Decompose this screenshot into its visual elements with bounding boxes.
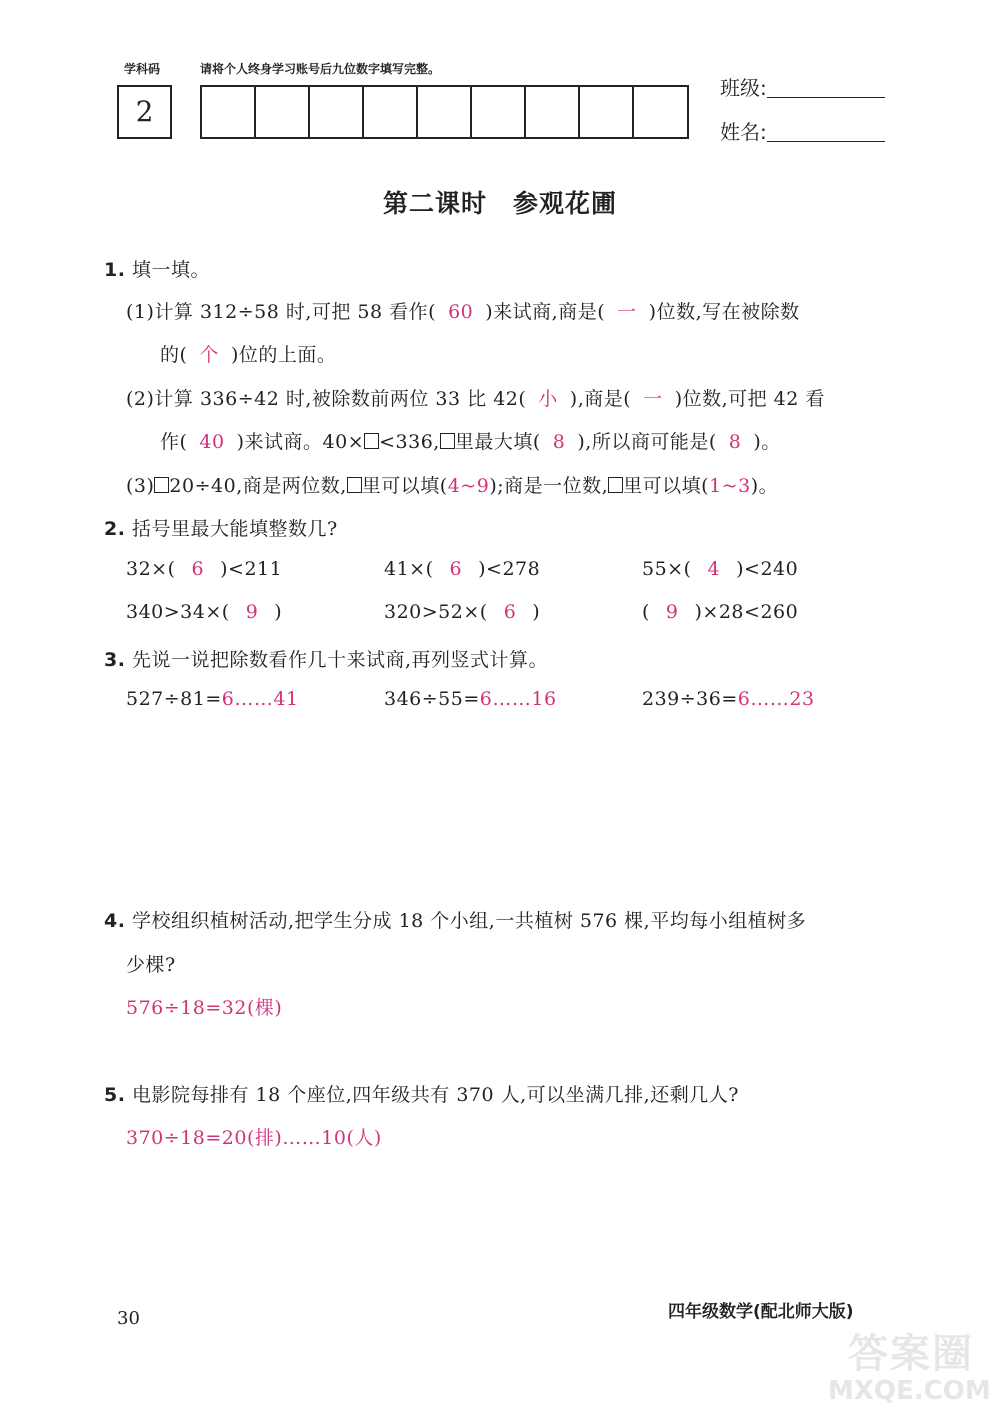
account-instruction: 请将个人终身学习账号后九位数字填写完整。 <box>200 62 441 76</box>
answer: 个 <box>199 344 219 366</box>
subject-code-label: 学科码 <box>124 62 161 76</box>
name-label: 姓名: <box>720 120 767 144</box>
class-underline[interactable] <box>767 81 885 98</box>
answer: 一 <box>643 388 663 410</box>
subject-code-value: 2 <box>135 95 154 128</box>
digit-cell[interactable] <box>256 87 310 137</box>
q4-answer: 576÷18=32(棵) <box>126 997 283 1019</box>
name-field[interactable] <box>720 116 885 145</box>
answer: 小 <box>538 388 558 410</box>
q2-item: 41×( 6 )<278 <box>384 558 541 580</box>
q3-item: 346÷55=6……16 <box>384 688 557 710</box>
answer: 40 <box>199 431 225 453</box>
digit-cell[interactable] <box>634 87 687 137</box>
page-number: 30 <box>117 1308 140 1329</box>
blank-square <box>364 433 379 449</box>
q2-item: ( 9 )×28<260 <box>642 601 799 623</box>
q1-part3: (3) 20÷40,商是两位数, 里可以填(4~9);商是一位数, 里可以填(1~3)。 <box>126 475 779 497</box>
watermark-url: MXQE.COM <box>828 1376 991 1406</box>
q2-heading <box>104 514 338 541</box>
q2-item: 32×( 6 )<211 <box>126 558 283 580</box>
answer: 4 <box>707 558 721 580</box>
answer: 60 <box>448 301 474 323</box>
answer: 9 <box>245 601 259 623</box>
digit-cell[interactable] <box>418 87 472 137</box>
account-number-boxes[interactable] <box>200 85 689 139</box>
q2-heading-text: 括号里最大能填整数几? <box>132 518 338 540</box>
q2-item: 55×( 4 )<240 <box>642 558 799 580</box>
q5-number: 5. <box>104 1084 126 1106</box>
q5-text: 5. 电影院每排有 18 个座位,四年级共有 370 人,可以坐满几排,还剩几人? <box>104 1084 739 1106</box>
q3-heading <box>104 645 548 672</box>
answer: 6 <box>449 558 463 580</box>
q1-heading-text: 填一填。 <box>132 259 211 281</box>
q4-text-line1: 4. 学校组织植树活动,把学生分成 18 个小组,一共植树 576 棵,平均每小组植树多 <box>104 910 807 932</box>
q5-answer: 370÷18=20(排)……10(人) <box>126 1127 382 1149</box>
name-underline[interactable] <box>767 125 885 142</box>
q2-item: 340>34×( 9 ) <box>126 601 283 623</box>
digit-cell[interactable] <box>202 87 256 137</box>
q1-part1-line2: 的( 个 )位的上面。 <box>160 344 337 366</box>
answer: 6 <box>191 558 205 580</box>
answer: 6 <box>503 601 517 623</box>
q1-part2-line2: 作( 40 )来试商。40× <336, 里最大填( 8 ),所以商可能是( 8 )。 <box>160 431 781 453</box>
book-title: 四年级数学(配北师大版) <box>668 1302 854 1322</box>
digit-cell[interactable] <box>526 87 580 137</box>
digit-cell[interactable] <box>310 87 364 137</box>
answer: 1~3 <box>709 475 751 497</box>
q2-item: 320>52×( 6 ) <box>384 601 541 623</box>
q2-number: 2. <box>104 518 126 540</box>
digit-cell[interactable] <box>472 87 526 137</box>
watermark-logo: 答案圈 <box>848 1331 974 1377</box>
answer: 6……41 <box>221 688 299 710</box>
answer: 6……16 <box>479 688 557 710</box>
digit-cell[interactable] <box>364 87 418 137</box>
blank-square <box>608 477 623 493</box>
q4-text-line2: 少棵? <box>126 954 176 976</box>
q1-part1-line1: (1)计算 312÷58 时,可把 58 看作( 60 )来试商,商是( 一 )位数,写在被除数 <box>126 301 800 323</box>
subject-code-box <box>117 85 172 139</box>
q1-part2-line1: (2)计算 336÷42 时,被除数前两位 33 比 42( 小 ),商是( 一 )位数,可把 42 看 <box>126 388 825 410</box>
q3-item: 239÷36=6……23 <box>642 688 815 710</box>
blank-square <box>154 477 169 493</box>
q4-number: 4. <box>104 910 126 932</box>
answer: 6……23 <box>737 688 815 710</box>
answer: 9 <box>665 601 679 623</box>
blank-square <box>440 433 455 449</box>
answer: 8 <box>728 431 742 453</box>
class-label: 班级: <box>720 76 767 100</box>
digit-cell[interactable] <box>580 87 634 137</box>
lesson-title: 第二课时 参观花圃 <box>382 189 617 218</box>
q1-heading <box>104 255 210 282</box>
q3-item: 527÷81=6……41 <box>126 688 299 710</box>
answer: 一 <box>617 301 637 323</box>
q1-number: 1. <box>104 259 126 281</box>
answer: 8 <box>552 431 566 453</box>
blank-square <box>347 477 362 493</box>
answer: 4~9 <box>447 475 490 497</box>
class-field[interactable] <box>720 72 885 101</box>
q3-heading-text: 先说一说把除数看作几十来试商,再列竖式计算。 <box>132 649 549 671</box>
q3-number: 3. <box>104 649 126 671</box>
